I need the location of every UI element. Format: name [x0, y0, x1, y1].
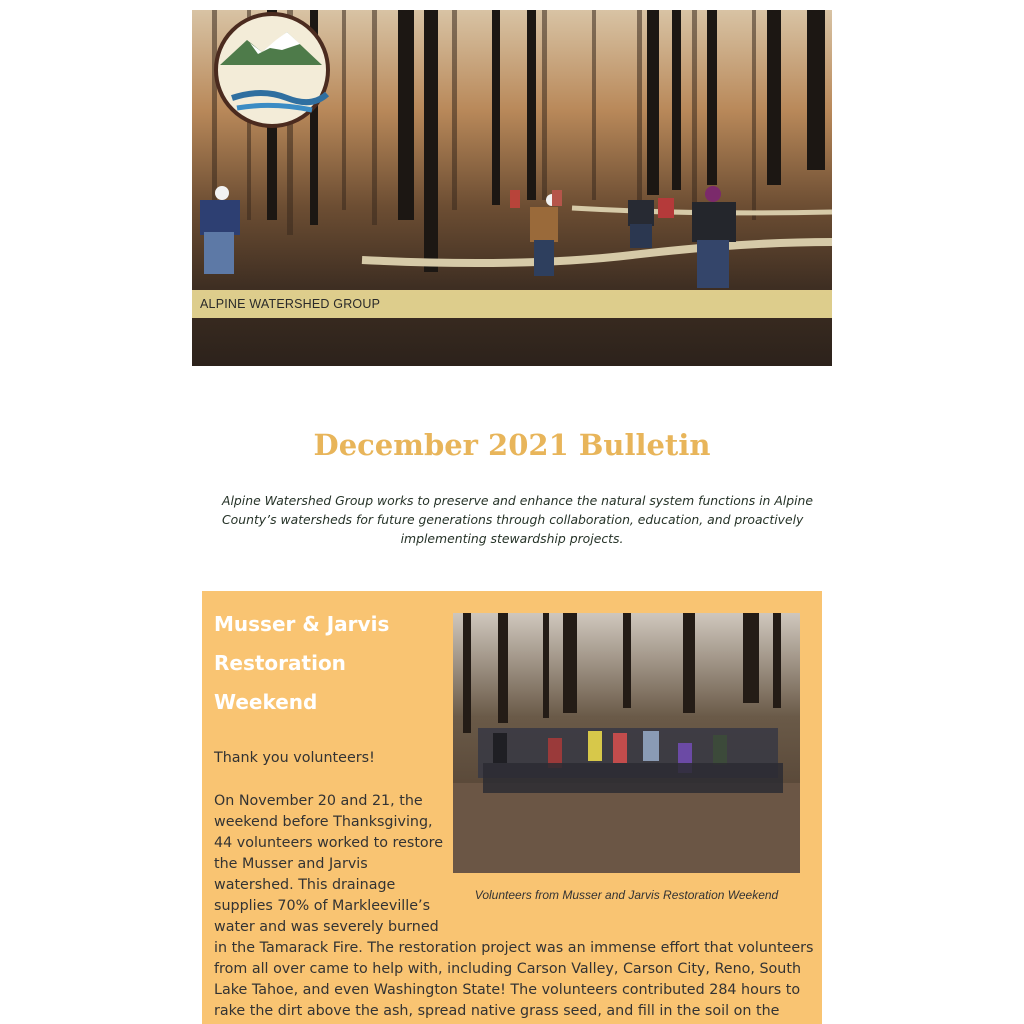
- header-hero-image: [192, 10, 832, 366]
- figure-caption: Volunteers from Musser and Jarvis Restoration Weekend: [474, 888, 779, 902]
- body-line: 44 volunteers worked to restore: [214, 835, 444, 851]
- mission-statement: [222, 491, 814, 548]
- bulletin-title: December 2021 Bulletin: [313, 428, 711, 462]
- article-body-wide: [214, 938, 814, 1022]
- body-line: water and was severely burned: [214, 919, 439, 935]
- mission-line: implementing stewardship projects.: [400, 531, 624, 546]
- body-line: the Musser and Jarvis: [214, 856, 368, 872]
- body-line: rake the dirt above the ash, spread native grass seed, and fill in the soil on the: [214, 1003, 780, 1019]
- mission-line: Alpine Watershed Group works to preserve and enhance the natural system functions in Alpine: [222, 493, 814, 508]
- article-title-line: Weekend: [214, 690, 318, 714]
- body-line: On November 20 and 21, the: [214, 793, 423, 809]
- alpine-watershed-logo: [192, 10, 350, 128]
- article-body-narrow: [214, 791, 446, 938]
- volunteers-photo-art: [453, 613, 800, 873]
- body-line: watershed. This drainage: [214, 877, 396, 893]
- article-title-line: Restoration: [214, 651, 346, 675]
- article-panel: [202, 591, 822, 1024]
- body-line: Lake Tahoe, and even Washington State! The volunteers contributed 284 hours to: [214, 982, 801, 998]
- body-line: in the Tamarack Fire. The restoration project was an immense effort that volunteers: [214, 940, 814, 956]
- article-title-line: Musser & Jarvis: [214, 612, 390, 636]
- body-line: weekend before Thanksgiving,: [214, 814, 433, 830]
- volunteers-group-photo: [453, 613, 800, 873]
- body-line: from all over came to help with, including Carson Valley, Carson City, Reno, South: [214, 961, 802, 977]
- logo-text: ALPINE WATERSHED GROUP: [200, 297, 381, 311]
- article-title: [214, 605, 434, 722]
- mission-line: County’s watersheds for future generations through collaboration, education, and proactively: [222, 512, 804, 527]
- body-line: supplies 70% of Markleeville’s: [214, 898, 431, 914]
- thanks-text: Thank you volunteers!: [214, 750, 375, 766]
